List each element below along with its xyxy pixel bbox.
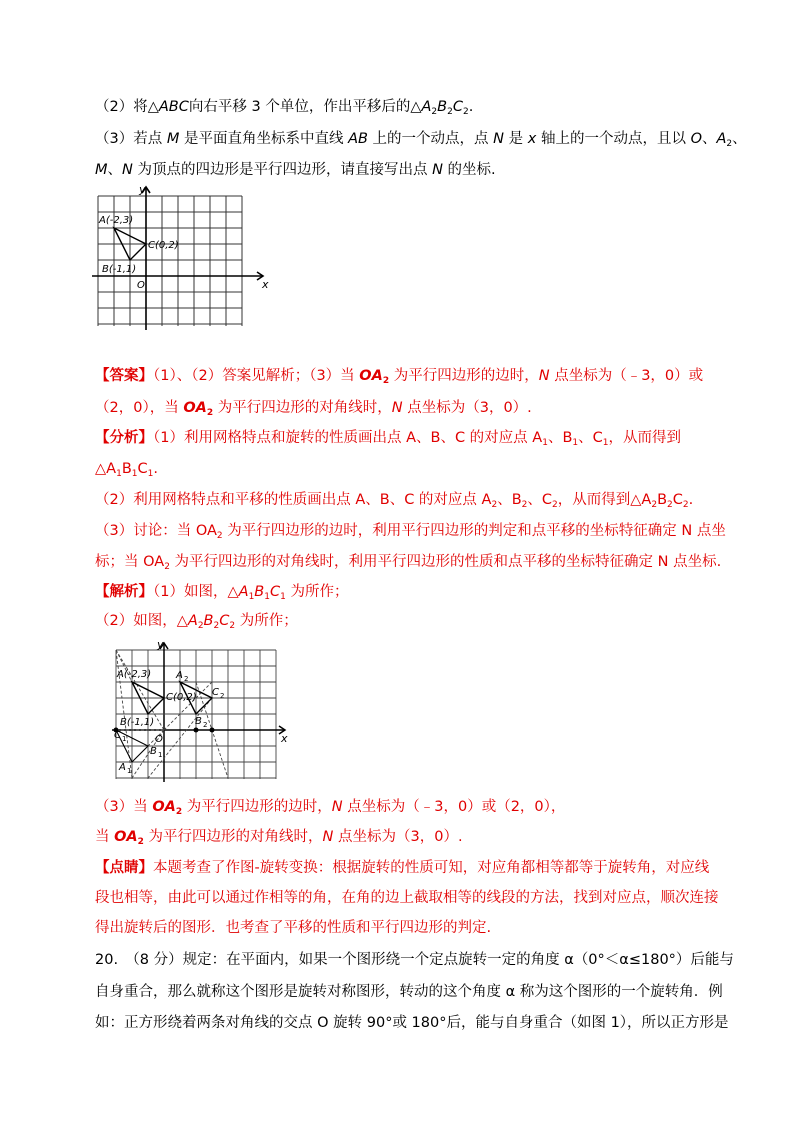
figure2-label-C1: C <box>114 730 121 741</box>
figure2-label-B1-sub: 1 <box>158 751 163 759</box>
figure2-label-B2-sub: 2 <box>203 721 208 729</box>
answer-line2: （2，0），当 $OA_2$ 为平行四边形的对角线时，N 点坐标为（3，0）. <box>95 400 532 418</box>
figure2-label-A1-sub: 1 <box>127 767 132 775</box>
figure2-label-C2: C <box>212 687 219 698</box>
figure1-label-x: x <box>262 278 269 291</box>
figure1-label-A: A(-2,3) <box>99 215 134 226</box>
figure1-label-O: O <box>137 280 145 291</box>
q19-part3-line2: M、N 为顶点的四边形是平行四边形，请直接写出点 N 的坐标. <box>95 162 496 178</box>
figure2-label-y: y <box>157 640 164 651</box>
q20-line3: 如：正方形绕着两条对角线的交点 O 旋转 90°或 180°后，能与自身重合（如图 1），所以正方形是 <box>95 1015 729 1031</box>
figure-1-coordinate-grid <box>92 184 272 332</box>
answer-line1: 【答案】（1）、（2）答案见解析；（3）当 $OA_2$ 为平行四边形的边时，N 点坐标为（﹣3，0）或 <box>95 368 704 386</box>
figure2-label-O: O <box>155 734 163 745</box>
figure2-label-B2: B <box>195 716 202 727</box>
solution-line4: 当 $OA_2$ 为平行四边形的对角线时，N 点坐标为（3，0）. <box>95 829 463 847</box>
figure2-label-C2-sub: 2 <box>220 692 225 700</box>
figure1-label-C: C(0,2) <box>148 240 179 251</box>
figure-2-solution-grid <box>110 640 295 782</box>
figure2-label-A: A(-2,3) <box>117 669 152 680</box>
q19-part3-line1: （3）若点 M 是平面直角坐标系中直线 AB 上的一个动点，点 N 是 x 轴上的一个动点，且以 O、$A_2$、 <box>95 131 747 149</box>
analysis-line5: 标；当 $OA_2$ 为平行四边形的对角线时，利用平行四边形的性质和点平移的坐标特征确定 N 点坐标. <box>95 554 722 572</box>
figure1-label-y: y <box>139 184 146 196</box>
q20-line1: 20. （8 分）规定：在平面内，如果一个图形绕一个定点旋转一定的角度 α（0°＜α≤180°）后能与 <box>95 952 734 968</box>
solution-line2: （2）如图，$\triangle A_2B_2C_2$ 为所作； <box>95 613 298 631</box>
comment-line2: 段也相等，由此可以通过作相等的角，在角的边上截取相等的线段的方法，找到对应点，顺次连接 <box>95 890 719 906</box>
comment-line1: 【点睛】本题考查了作图-旋转变换：根据旋转的性质可知，对应角都相等都等于旋转角，对应线 <box>95 860 710 876</box>
q20-line2: 自身重合，那么就称这个图形是旋转对称图形，转动的这个角度 α 称为这个图形的一个旋转角．例 <box>95 984 723 1000</box>
analysis-line1: 【分析】（1）利用网格特点和旋转的性质画出点 A、B、C 的对应点 $A_1$、$B_1$、$C_1$，从而得到 <box>95 430 681 448</box>
figure2-label-x: x <box>281 732 288 745</box>
analysis-line3: （2）利用网格特点和平移的性质画出点 A、B、C 的对应点 $A_2$、$B_2$、$C_2$，从而得到$\triangle A_2B_2C_2$. <box>95 492 694 510</box>
figure2-label-A2-sub: 2 <box>184 675 189 683</box>
comment-line3: 得出旋转后的图形．也考查了平移的性质和平行四边形的判定. <box>95 920 492 936</box>
analysis-line4: （3）讨论：当 $OA_2$ 为平行四边形的边时，利用平行四边形的判定和点平移的坐标特征确定 N 点坐 <box>95 523 726 541</box>
figure2-label-C1-sub: 1 <box>122 735 127 743</box>
analysis-line2: $\triangle A_1B_1C_1$. <box>95 461 158 479</box>
figure2-label-A2: A <box>176 670 183 681</box>
figure2-label-B: B(-1,1) <box>120 717 155 728</box>
solution-line3: （3）当 $OA_2$ 为平行四边形的边时，N 点坐标为（﹣3，0）或（2，0）， <box>95 799 566 817</box>
figure2-label-B1: B <box>150 746 157 757</box>
q19-part2: （2）将△ABC向右平移 3 个单位，作出平移后的$\triangle A_2B_2C_2$. <box>95 99 474 117</box>
solution-line1: 【解析】（1）如图，$\triangle A_1B_1C_1$ 为所作； <box>95 584 349 602</box>
figure1-label-B: B(-1,1) <box>102 264 137 275</box>
figure2-label-C: C(0,2) <box>166 692 197 703</box>
figure2-label-A1: A <box>119 762 126 773</box>
